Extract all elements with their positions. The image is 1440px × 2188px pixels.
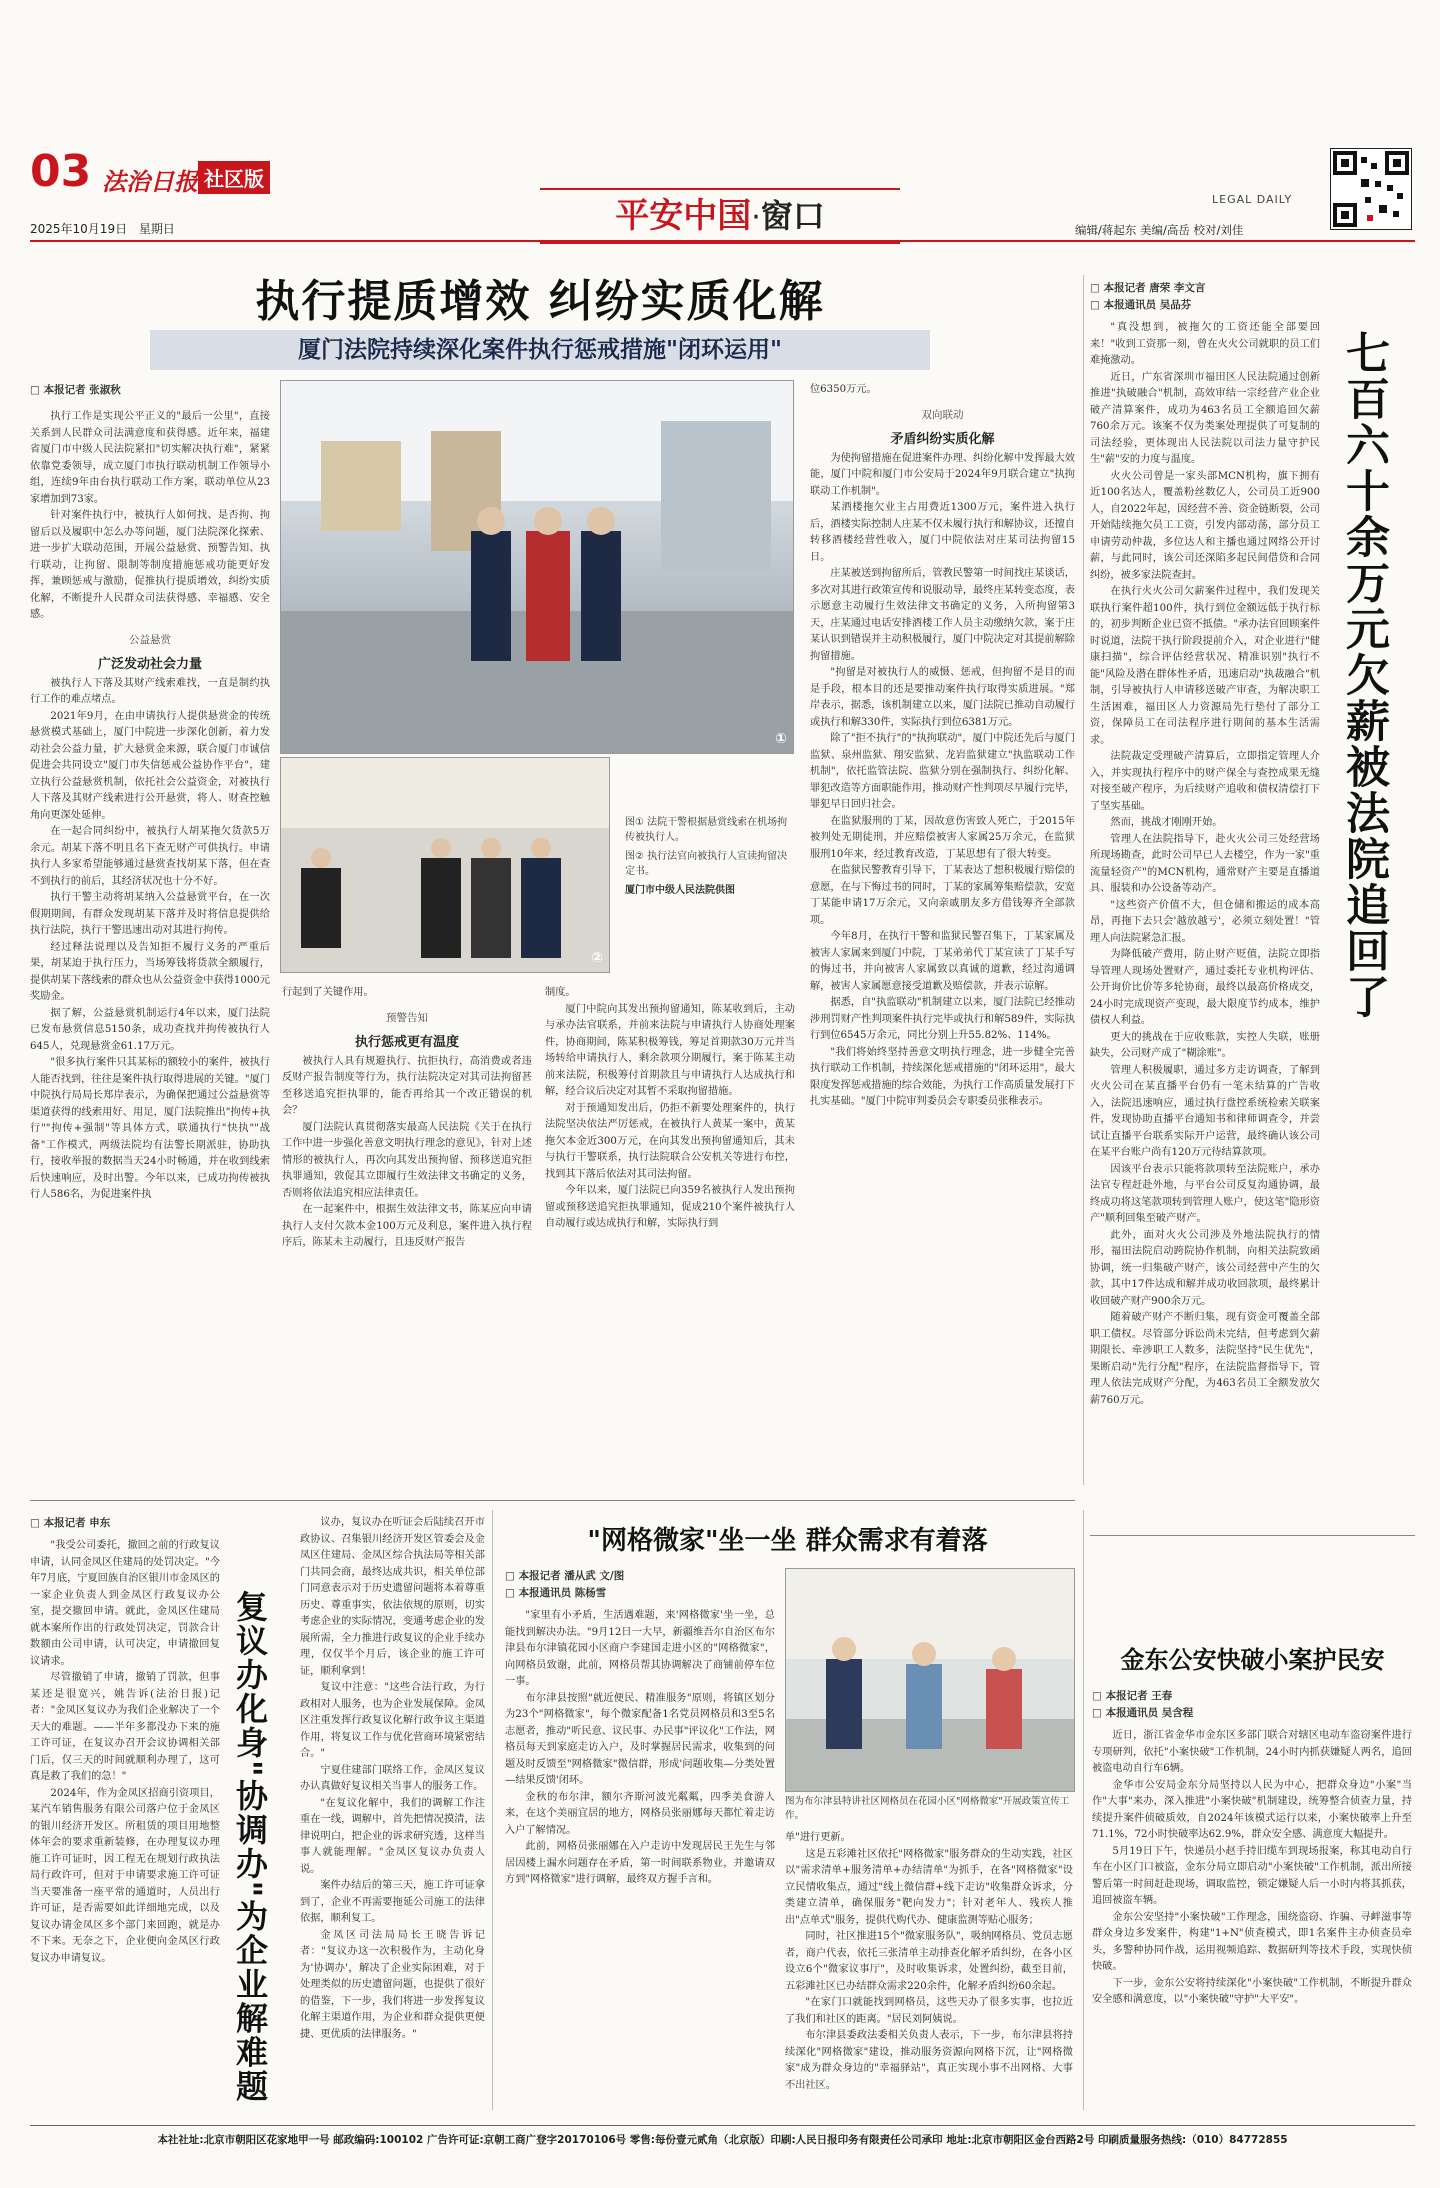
section-kicker: 预警告知 <box>386 1011 428 1024</box>
qr-code-icon <box>1330 148 1412 230</box>
bottom-left-vertical-headline: 复议办化身"协调办"为企业解难题 <box>231 1590 269 2104</box>
right-paragraph: 随着破产财产不断归集，现有资金可覆盖全部职工债权。尽管部分诉讼尚未完结，但考虑到欠薪期限长、牵涉职工人数多，法院坚持"民生优先"，果断启动"先行分配"程序，在法院监督指导下，管理人依法完成财产分配，为463名员工全额发放欠薪760万元。 <box>1090 1312 1320 1406</box>
main-paragraph: 在监狱民警教育引导下，丁某表达了想积极履行赔偿的意愿，在与下悔过书的同时，丁某的家属筹集赔偿款，安宽丁某能申请17万余元，又向亲戚朋友多方借钱筹齐全部款项。 <box>810 865 1075 926</box>
bottom-left-byline: □ 本报记者 申东 <box>30 1517 111 1529</box>
main-column-1 <box>30 382 270 1397</box>
edition-badge <box>198 161 270 194</box>
bottom-left-paragraph: 2024年，作为金凤区招商引资项目，某汽车销售服务有限公司落户位于金凤区的银川经济开发区。所租赁的项目用地整体年会的要求重新装修，在办理复议办理施工许可证时，因工程无在规划行政执法局行政许可，但对于申请要求施工许可证当天要准备一座平常的通道时，人员出行许可证，是否需要如此详细地完成，以及复议办请金凤区多个部门来回跑，就是办不下来。无奈之下，企业便向金凤区行政复议办申请复议。 <box>30 1787 220 1964</box>
photo-court-ruling <box>280 757 610 973</box>
bottom-left-paragraph: 宁夏住建部门联络工作，金凤区复议办认真做好复议相关当事人的服务工作。 <box>300 1764 485 1792</box>
bottom-divider <box>30 1500 1075 1501</box>
main-paragraph: 被执行人下落及其财产线索难找，一直是制约执行工作的难点堵点。 <box>30 677 270 705</box>
weekday-text: 星期日 <box>138 222 175 236</box>
bottom-mid-column-1 <box>505 1568 775 2113</box>
section-title-tail: 窗口 <box>760 197 825 235</box>
main-byline: □ 本报记者 张淑秋 <box>30 384 121 396</box>
main-paragraph: 据了解，公益悬赏机制运行4年以来，厦门法院已发布悬赏信息5150条，成功查找并拘传被执行人645人，兑现悬赏金61.17万元。 <box>30 1007 270 1052</box>
caption-credit: 厦门市中级人民法院供图 <box>625 885 735 896</box>
bottom-right-paragraph: 金东公安坚持"小案快破"工作理念，围绕盗窃、诈骗、寻衅滋事等群众身边多发案件，构建"1+N"侦查模式，即1名案件主办侦查员牵头，多警种协同作战，运用视频追踪、数据研判等技术手段，实现快侦快破。 <box>1092 1911 1412 1972</box>
main-paragraph: "我们将始终坚持善意文明执行理念，进一步健全完善执行联动工作机制，持续深化惩戒措施的"闭环运用"，最大限度发挥惩戒措施的综合效能，为执行工作高质量发展打下扎实基础。"厦门中院审判委员会专职委员张稚表示。 <box>810 1046 1075 1107</box>
section-title <box>540 188 900 244</box>
right-paragraph: "真没想到，被拖欠的工资还能全部要回来！"收到工资那一刻，曾在火火公司就职的员工们难掩激动。 <box>1090 322 1320 366</box>
issue-date <box>30 220 175 237</box>
right-paragraph: 法院裁定受理破产清算后，立即指定管理人介入，并实现执行程序中的财产保全与查控成果无缝对接至破产程序，为后续财产追收和债权清偿打下了坚实基础。 <box>1090 751 1320 812</box>
main-paragraph: "很多执行案件只其某标的额较小的案件，被执行人能否找到，往往是案件执行取得进展的关键。"厦门中院执行局局长郑岸表示，为确保把通过公益悬赏等渠道获得的线索用好、用足，厦门法院推出"拘传+执行""拘传+强制"等具体方式，联通执行"快执""战备"工作模式，两级法院均有法警长期派驻，协助执行，接收举报的数据当天24小时畅通，并在收到线索后快速响应，及时出警。今年以来，已成功拘传被执行人586名，为促进案件执 <box>30 1057 270 1200</box>
bottom-mid-paragraph: 单"进行更新。 <box>785 1832 851 1843</box>
bottom-mid-byline-1: □ 本报记者 潘从武 文/图 <box>505 1570 625 1582</box>
bottom-left-paragraph: 金凤区司法局局长王晓告诉记者："复议办这一次积极作为，主动化身为'协调办'，解决了企业实际困难，对于处理类似的历史遗留问题，也提供了很好的借鉴，下一步，我们将进一步发挥复议化解主渠道作用，为企业和群众提供更便捷、更优质的法律服务。" <box>300 1929 485 2040</box>
bottom-right-paragraph: 近日，浙江省金华市金东区多部门联合对辖区电动车盗窃案件进行专项研判，依托"小案快破"工作机制，24小时内抓获嫌疑人两名，追回被盗电动自行车6辆。 <box>1092 1730 1412 1774</box>
main-column-4 <box>810 382 1075 1397</box>
bottom-left-paragraph: 案件办结后的第三天，施工许可证拿到了，企业不再需要拖延公司施工的法律依据，顺利复工。 <box>300 1880 485 1924</box>
bottom-right-paragraph: 下一步，金东公安将持续深化"小案快破"工作机制，不断提升群众安全感和满意度，以"小案快破"守护"大平安"。 <box>1092 1977 1412 2005</box>
bottom-mid-paragraph: 这是五彩滩社区依托"网格微家"服务群众的生动实践，社区以"需求清单+服务清单+办结清单"为抓手，在各"网格微家"设立民情收集点，通过"线上微信群+线下走访"收集群众诉求，分类建立清单，确保服务"靶向发力"；针对老年人、残疾人推出"点单式"服务，提供代购代办、健康监测等贴心服务； <box>785 1848 1073 1926</box>
section-title-dot: · <box>751 200 761 235</box>
main-paragraph: 行起到了关键作用。 <box>282 987 374 998</box>
edition-label: 社区版 <box>204 167 264 191</box>
bottom-mid-headline: "网格微家"坐一坐 群众需求有着落 <box>587 1526 988 1556</box>
section-title-main: 平安中国 <box>615 196 752 236</box>
photo-caption <box>625 815 790 898</box>
bottom-left-paragraph: "我受公司委托，撤回之前的行政复议申请，认同金凤区住建局的处罚决定。"今年7月底，宁夏回族自治区银川市金凤区的一家企业负责人到金凤区行政复议办公室，提交撤回申请。就此，金凤区住建局就本案所作出的行政处罚决定，罚款合计数额由公司申请，认可决定，申请撤回复议请求。 <box>30 1540 220 1667</box>
right-paragraph: 因该平台表示只能将款项转至法院账户，承办法官专程赶赴外地，与平台公司反复沟通协调，最终成功将这笔款项转到管理人账户，使这笔"隐形资产"顺利回集至破产财产。 <box>1090 1163 1320 1224</box>
bottom-right-byline-2: □ 本报通讯员 吴含程 <box>1092 1707 1194 1719</box>
section-kicker: 公益悬赏 <box>129 633 171 646</box>
main-paragraph: 除了"拒不执行"的"执拘联动"，厦门中院还先后与厦门监狱、泉州监狱、翔安监狱、龙岩监狱建立"执监联动工作机制"，依托监管法院、监狱分别在强制执行、纠纷化解、罪犯改造等方面职能作用，推动财产性判项尽早履行完毕，罪犯早日回归社会。 <box>810 733 1075 810</box>
main-paragraph: 针对案件执行中，被执行人如何找、是否拘、拘留后以及履职中怎么办等问题，厦门法院深化探索、进一步扩大联动范围，开展公益悬赏、预警告知、执行联动，让拘留、限制等制度措施惩戒功能更好发挥，兼顾惩戒与激励，促推执行提质增效，纠纷实质化解，不断提升人民群众司法获得感、幸福感、安全感。 <box>30 510 270 620</box>
masthead <box>0 0 1440 237</box>
main-paragraph: 在一起案件中，根据生效法律文书，陈某应向申请执行人支付欠款本金100万元及利息，案件进入执行程序后，陈某未主动履行，且违反财产报告 <box>282 1204 532 1248</box>
caption-1: 图① 法院干警根据悬赏线索在机场拘传被执行人。 <box>625 817 788 843</box>
right-top-story <box>1090 280 1320 1530</box>
right-paragraph: 在执行火火公司欠薪案件过程中，我们发现关联执行案件超100件，执行到位金额远低于执行标的，初步判断企业已资不抵债。"承办法官回顾案件时说道，法院干执行阶段提前介入，对企业进行"健康扫描"，综合评估经营状况、精准识别"执行不能"风险及潜在群体性矛盾，迅速启动"执裁融合"机制，引导被执行人申请移送破产审查，为解决职工生活困难，福田区人力资源局先行垫付了部分工资，保障员工在司法程序进行期间的基本生活需求。 <box>1090 586 1320 746</box>
footer-rule <box>30 2125 1415 2126</box>
main-paragraph: "拘留是对被执行人的威慑、惩戒，但拘留不是目的而是手段，根本目的还是要推动案件执行取得实质进展。"郑岸表示，据悉，该机制建立以来，厦门法院已推动自动履行或执行和解330件，实际执行到位6381万元。 <box>810 667 1075 728</box>
right-paragraph: 此外，面对火火公司涉及外地法院执行的情形，福田法院启动跨院协作机制，向相关法院致函协调，统一归集破产财产，该公司经营中产生的欠款，其中17件达成和解并成功收回款项，最终累计收回破产财产900余万元。 <box>1090 1229 1320 1307</box>
main-headline: 执行提质增效 纠纷实质化解 <box>255 276 825 327</box>
right-paragraph: 近日，广东省深圳市福田区人民法院通过创新推进"执破融合"机制，高效审结一宗经营产业企业破产清算案件，成功为463名员工全额追回欠薪760余万元。该案不仅为类案处理提供了可复制的司法经验，更体现出人民法院以司法力量守护民生"薪"安的力度与温度。 <box>1090 371 1320 465</box>
date-text: 2025年10月19日 <box>30 222 128 236</box>
right-byline-1: □ 本报记者 唐荣 李文言 <box>1090 282 1206 294</box>
bottom-left-column-1 <box>30 1515 220 2115</box>
main-paragraph: 据悉，自"执监联动"机制建立以来，厦门法院已经推动涉刑罚财产性判项案件执行完毕或执行和解589件，实际执行到位6545万余元，同比分别上升55.82%、114%。 <box>810 997 1075 1041</box>
main-paragraph: 厦门法院认真贯彻落实最高人民法院《关于在执行工作中进一步强化善意文明执行理念的意见》，针对上述情形的被执行人，再次向其发出预拘留、预移送追究拒执罪通知，敦促其立即履行生效法律文书确定的义务，否则将依法追究相应法律责任。 <box>282 1121 532 1199</box>
main-paragraph: 经过释法说理以及告知拒不履行义务的严重后果，胡某迫于执行压力，当场筹钱将货款全额履行，提供胡某下落线索的群众也从公益资金中获得1000元奖励金。 <box>30 941 270 1002</box>
bottom-right-byline-1: □ 本报记者 王春 <box>1092 1690 1173 1702</box>
main-paragraph: 庄某被送到拘留所后，管教民警第一时间找庄某谈话，多次对其进行政策宣传和说服动导，最终庄某转变态度，表示愿意主动履行生效法律文书确定的义务，入所拘留第3天，庄某通过电话安排酒楼工作人员主动缴纳欠款，案于庄某认识到错误并主动积极履行，厦门中院决定对其提前解除拘留措施。 <box>810 568 1075 662</box>
section-heading: 广泛发动社会力量 <box>97 656 202 672</box>
bottom-mid-paragraph: 布尔津县按照"就近便民、精准服务"原则，将镇区划分为23个"网格微家"，每个微家配备1名党员网格员和3至5名志愿者，推动"听民意、议民事、办民事"评议化"工作法，网格员每天到家庭走访入户，及时掌握居民需求，收集到的问题及时反馈至"网格微家"微信群，形成'问题收集—分类处置—结果反馈'闭环。 <box>505 1692 775 1786</box>
main-paragraph: 今年以来，厦门法院已向359名被执行人发出预拘留或预移送追究拒执罪通知，促成210个案件被执行人自动履行或达成执行和解，实际执行到 <box>545 1185 795 1229</box>
bottom-right-paragraph: 5月19日下午，快递员小赵手持旧缆车到现场报案，称其电动自行车在小区门口被盗，金东分局立即启动"小案快破"工作机制，派出所接警后第一时间赶赴现场，调取监控，锁定嫌疑人后一小时内将其抓获，追回被盗车辆。 <box>1092 1845 1412 1906</box>
bottom-mid-byline-2: □ 本报通讯员 陈杨雪 <box>505 1587 607 1599</box>
section-heading: 执行惩戒更有温度 <box>354 1034 459 1050</box>
bottom-mid-paragraph: "在家门口就能找到网格员，这些天办了很多实事，也拉近了我们和社区的距离。"居民刘阿姨说。 <box>785 1997 1073 2025</box>
main-paragraph: 在监狱服刑的丁某，因故意伤害致人死亡，于2015年被判处无期徒刑，并应赔偿被害人家属25万余元，在监狱服刑10年来，经过教育改造，丁某思想有了很大转变。 <box>810 815 1075 860</box>
column-divider <box>492 1510 493 2110</box>
main-paragraph: 今年8月，在执行干警和监狱民警召集下，丁某家属及被害人家属来到厦门中院，丁某弟弟代丁某宣读了丁某手写的悔过书，并向被害人家属致以真诚的道歉，经过沟通调解，被害人家属愿意接受道歉及赔偿款，并表示谅解。 <box>810 931 1075 992</box>
bottom-right-column <box>1092 1688 1412 2113</box>
main-paragraph: 被执行人具有规避执行、抗拒执行，高消费或者违反财产报告制度等行为，执行法院决定对其司法拘留甚至移送追究拒执罪的，能否再给其一个改正错误的机会？ <box>282 1055 532 1116</box>
main-paragraph: 为使拘留措施在促进案件办理、纠纷化解中发挥最大效能，厦门中院和厦门市公安局于2024年9月联合建立"执拘联动工作机制"。 <box>810 452 1075 497</box>
photo-airport-detention <box>280 380 794 754</box>
bottom-mid-paragraph: 同时，社区推进15个"微家服务队"，吸纳网格员、党员志愿者，商户代表，依托三张清单主动排查化解矛盾纠纷，在各小区设立6个"微家议事厅"，及时收集诉求，处置纠纷，截至目前，五彩滩社区已办结群众需求220余件，化解矛盾纠纷60余起。 <box>785 1931 1073 1992</box>
main-paragraph: 执行干警主动将胡某纳入公益悬赏平台，在一次假期期间，有群众发现胡某下落并及时将信息提供给执行法院，执行干警迅速出动对其进行拘传。 <box>30 892 270 936</box>
footer-text: 本社社址:北京市朝阳区花家地甲一号 邮政编码:100102 广告许可证:京朝工商广登字20170106号 零售:每份壹元贰角（北京版）印刷:人民日报印务有限责任公司承印 地址:北京市朝阳区金台西路2号 印刷质量服务热线:（010）84772855 <box>157 2134 1288 2146</box>
right-paragraph: 更大的挑战在于应收账款，实控人失联，账册缺失，公司财产成了"糊涂账"。 <box>1090 1031 1320 1059</box>
right-paragraph: 管理人在法院指导下，赴火火公司三处经营场所现场勘查，此时公司早已人去楼空，作为一家"重流量轻资产"的MCN机构，通常财产主要是直播道具、服装和办公设备等动产。 <box>1090 833 1320 894</box>
main-paragraph: 在一起合同纠纷中，被执行人胡某拖欠货款5万余元。胡某下落不明且名下查无财产可供执行。申请执行人多家希望能够通过悬赏查找胡某下落，但在查不到执行的前后，其经济状况也十分不好。 <box>30 826 270 887</box>
bottom-left-column-2 <box>300 1515 485 2115</box>
photo-number-2: ② <box>591 950 603 966</box>
bottom-mid-paragraph: 金秋的布尔津，额尔齐斯河波光粼粼，四季美食游人来，在这个美丽宜居的地方，网格员张丽娜每天都忙着走访入户了解情况。 <box>505 1791 775 1836</box>
bottom-mid-paragraph: 此前，网格员张丽娜在入户走访中发现居民王先生与邻居因楼上漏水问题存在矛盾，第一时间联系物业，并邀请双方到"网格微家"进行调解，最终双方握手言和。 <box>505 1841 775 1885</box>
subheadline-text: 厦门法院持续深化案件执行惩戒措施"闭环运用" <box>298 337 782 363</box>
bottom-left-paragraph: 尽管撤销了申请，撤销了罚款，但事某还是很宽兴，姚告诉(法治日报)记者："金凤区复议办为我们企业解决了一个天大的难题。——半年多都没办下来的施工许可证，在复议办召开会议协调相关部门后，仅三天的时间就顺利办理了，这可真是救了我们的急！" <box>30 1672 220 1782</box>
bottom-right-headline: 金东公安快破小案护民安 <box>1120 1646 1385 1674</box>
main-paragraph: 某酒楼拖欠业主占用费近1300万元，案件进入执行后，酒楼实际控制人庄某不仅未履行执行和解协议，还擅自转移酒楼经营性收入，厦门中院依法对庄某司法拘留15日。 <box>810 502 1075 563</box>
right-byline-2: □ 本报通讯员 吴品芬 <box>1090 299 1192 311</box>
right-paragraph: "这些资产价值不大，但仓储和搬运的成本高昂，再拖下去只会'越放越亏'，必须立刻处置！"管理人向法院紧急汇报。 <box>1090 899 1320 944</box>
photo-grid-home <box>785 1568 1075 1792</box>
main-column-2 <box>282 985 532 1397</box>
editor-credits: 编辑/蒋起东 美编/高岳 校对/刘佳 <box>1075 223 1244 237</box>
masthead-rule <box>30 240 1415 242</box>
bottom-left-paragraph: 复议中注意："这些合法行政，为行政相对人服务，也为企业发展保障。金凤区注重发挥行政复议化解行政争议主渠道作用，将复议工作与优化营商环境紧密结合。" <box>300 1682 485 1759</box>
paper-name: 法治日报 <box>102 167 198 196</box>
right-paragraph: 火火公司曾是一家头部MCN机构，旗下拥有近100名达人，覆盖粉丝数亿人，公司员工近900人，自2022年起，因经营不善、资金链断裂，公司开始陆续拖欠员工工资，引发内部动荡，部分员工申请劳动仲裁，多位达人和主播也通过网络公开讨薪，与此同时，该公司还深陷多起民间借贷和合同纠纷，被多家法院查封。 <box>1090 470 1320 581</box>
bottom-mid-paragraph: 布尔津县委政法委相关负责人表示，下一步，布尔津县将持续深化"网格微家"建设，推动服务资源向网格下沉，让"网格微家"成为群众身边的"幸福驿站"，真正实现小事不出网格、大事不出社区。 <box>785 2030 1073 2091</box>
page-number: 03 <box>30 146 92 197</box>
section-kicker: 双向联动 <box>921 408 964 421</box>
main-paragraph: 执行工作是实现公平正义的"最后一公里"，直接关系到人民群众司法满意度和获得感。近年来，福建省厦门市中级人民法院紧扣"切实解决执行难"，紧紧依靠党委领导，成立厦门市执行联动机制工作领导小组，连续9年由台执行联动工作方案，联动单位从23家增加到73家。 <box>30 411 270 505</box>
main-subheadline <box>150 330 930 370</box>
column-divider <box>1083 275 1084 1485</box>
main-paragraph: 制度。 <box>545 987 576 998</box>
column-divider <box>1083 1510 1084 2110</box>
main-paragraph: 位6350万元。 <box>810 384 877 395</box>
right-paragraph: 然而，挑战才刚刚开始。 <box>1110 817 1223 828</box>
main-paragraph: 2021年9月，在由申请执行人提供悬赏金的传统悬赏模式基础上，厦门中院进一步深化创新，着力发动社会公益力量，扩大悬赏金来源，联合厦门市诚信促进会共同设立"厦门市失信惩戒公益协作平台"，建立执行公益悬赏机制，依托社会公益资金，对被执行人下落及其财产线索进行公开悬赏，将人、财查控触角向更深处延伸。 <box>30 710 270 821</box>
main-paragraph: 对于预通知发出后，仍拒不新要处理案件的，执行法院坚决依法严厉惩戒，在被执行人黄某一案中，黄某拖欠本金近300万元，在向其发出预拘留通知后，其未与执行干警联系，执行法院联合公安机关等进行布控，找到其下落后依法对其司法拘留。 <box>545 1102 795 1180</box>
section-heading: 矛盾纠纷实质化解 <box>890 431 995 447</box>
caption-2: 图② 执行法官向被执行人宣读拘留决定书。 <box>625 851 788 877</box>
brand-en: LEGAL DAILY <box>1212 193 1293 206</box>
main-paragraph: 厦门中院向其发出预拘留通知，陈某收到后，主动与承办法官联系，并前来法院与申请执行人协商处理案件，协商期间，陈某积极筹钱，筹足首期款30万元并当场转给申请执行人，剩余款项分期履行，案于陈某主动前来法院，积极筹付首期款且与申请执行人达成执行和解，经合议后决定对其暂不采取拘留措施。 <box>545 1003 795 1097</box>
bottom-mid-column-2 <box>785 1830 1073 2115</box>
right-paragraph: 为降低破产费用，防止财产贬值，法院立即指导管理人现场处置财产，通过委托专业机构评估、公开询价比价等多轮协商，最终以最高价格成交，24小时完成现资产变现，最大限度节约成本，维护债权人利益。 <box>1090 949 1320 1026</box>
bottom-left-paragraph: 议办，复议办在听证会后陆续召开市政协议、召集银川经济开发区管委会及金凤区住建局、金凤区综合执法局等相关部门共同会商，最终达成共识，相关单位部门同意表示对于历史遗留问题将本着尊重历史、尊重事实，依法依规的原则，切实考虑企业的实际情况，变通考虑企业的发展所需，全力推进行政复议的企业手续办理，仅仅半个月后，该企业的施工许可证，顺利拿到！ <box>300 1517 485 1677</box>
photo-number-1: ① <box>775 731 787 747</box>
bottom-mid-paragraph: "家里有小矛盾，生活遇难题，来'网格微家'坐一坐，总能找到解决办法。"9月12日一大早，新疆维吾尔自治区布尔津县布尔津镇花园小区商户李建国走进小区的"网格微家"，向网格员致谢，此前，网格员帮其协调解决了商铺前停车位一事。 <box>505 1610 775 1687</box>
bottom-mid-photo-caption: 图为布尔津县特讲社区网格员在花园小区"网格微家"开展政策宣传工作。 <box>785 1796 1070 1821</box>
right-paragraph: 管理人积极履职，通过多方走访调查，了解到火火公司在某直播平台仍有一笔未结算的广告收入，法院迅速响应，通过执行盘控系统检索关联案件，发现协助直播平台通知书和律师调查令，并尝试让直播平台联系实际开户运营，最终确认该公司在某平台账户尚有120万元待结算款项。 <box>1090 1064 1320 1158</box>
right-vertical-headline: 七百六十余万元欠薪被法院追回了 <box>1338 330 1389 1020</box>
bottom-right-paragraph: 金华市公安局金东分局坚持以人民为中心，把群众身边"小案"当作"大事"来办，深入推进"小案快破"机制建设，统筹整合侦查力量，持续提升案件侦破质效，自2024年该模式运行以来，小案快破率上升至71.1%，72小时快破率达62.9%，群众安全感、满意度大幅提升。 <box>1092 1779 1412 1840</box>
right-bottom-divider <box>1090 1535 1415 1536</box>
bottom-left-paragraph: "在复议化解中，我们的调解工作注重在一线，调解中，首先把情况摸清，法律说明白，把企业的诉求研究透，这样当事人就能理解。"金凤区复议办负责人说。 <box>300 1797 485 1875</box>
main-column-3 <box>545 985 795 1397</box>
